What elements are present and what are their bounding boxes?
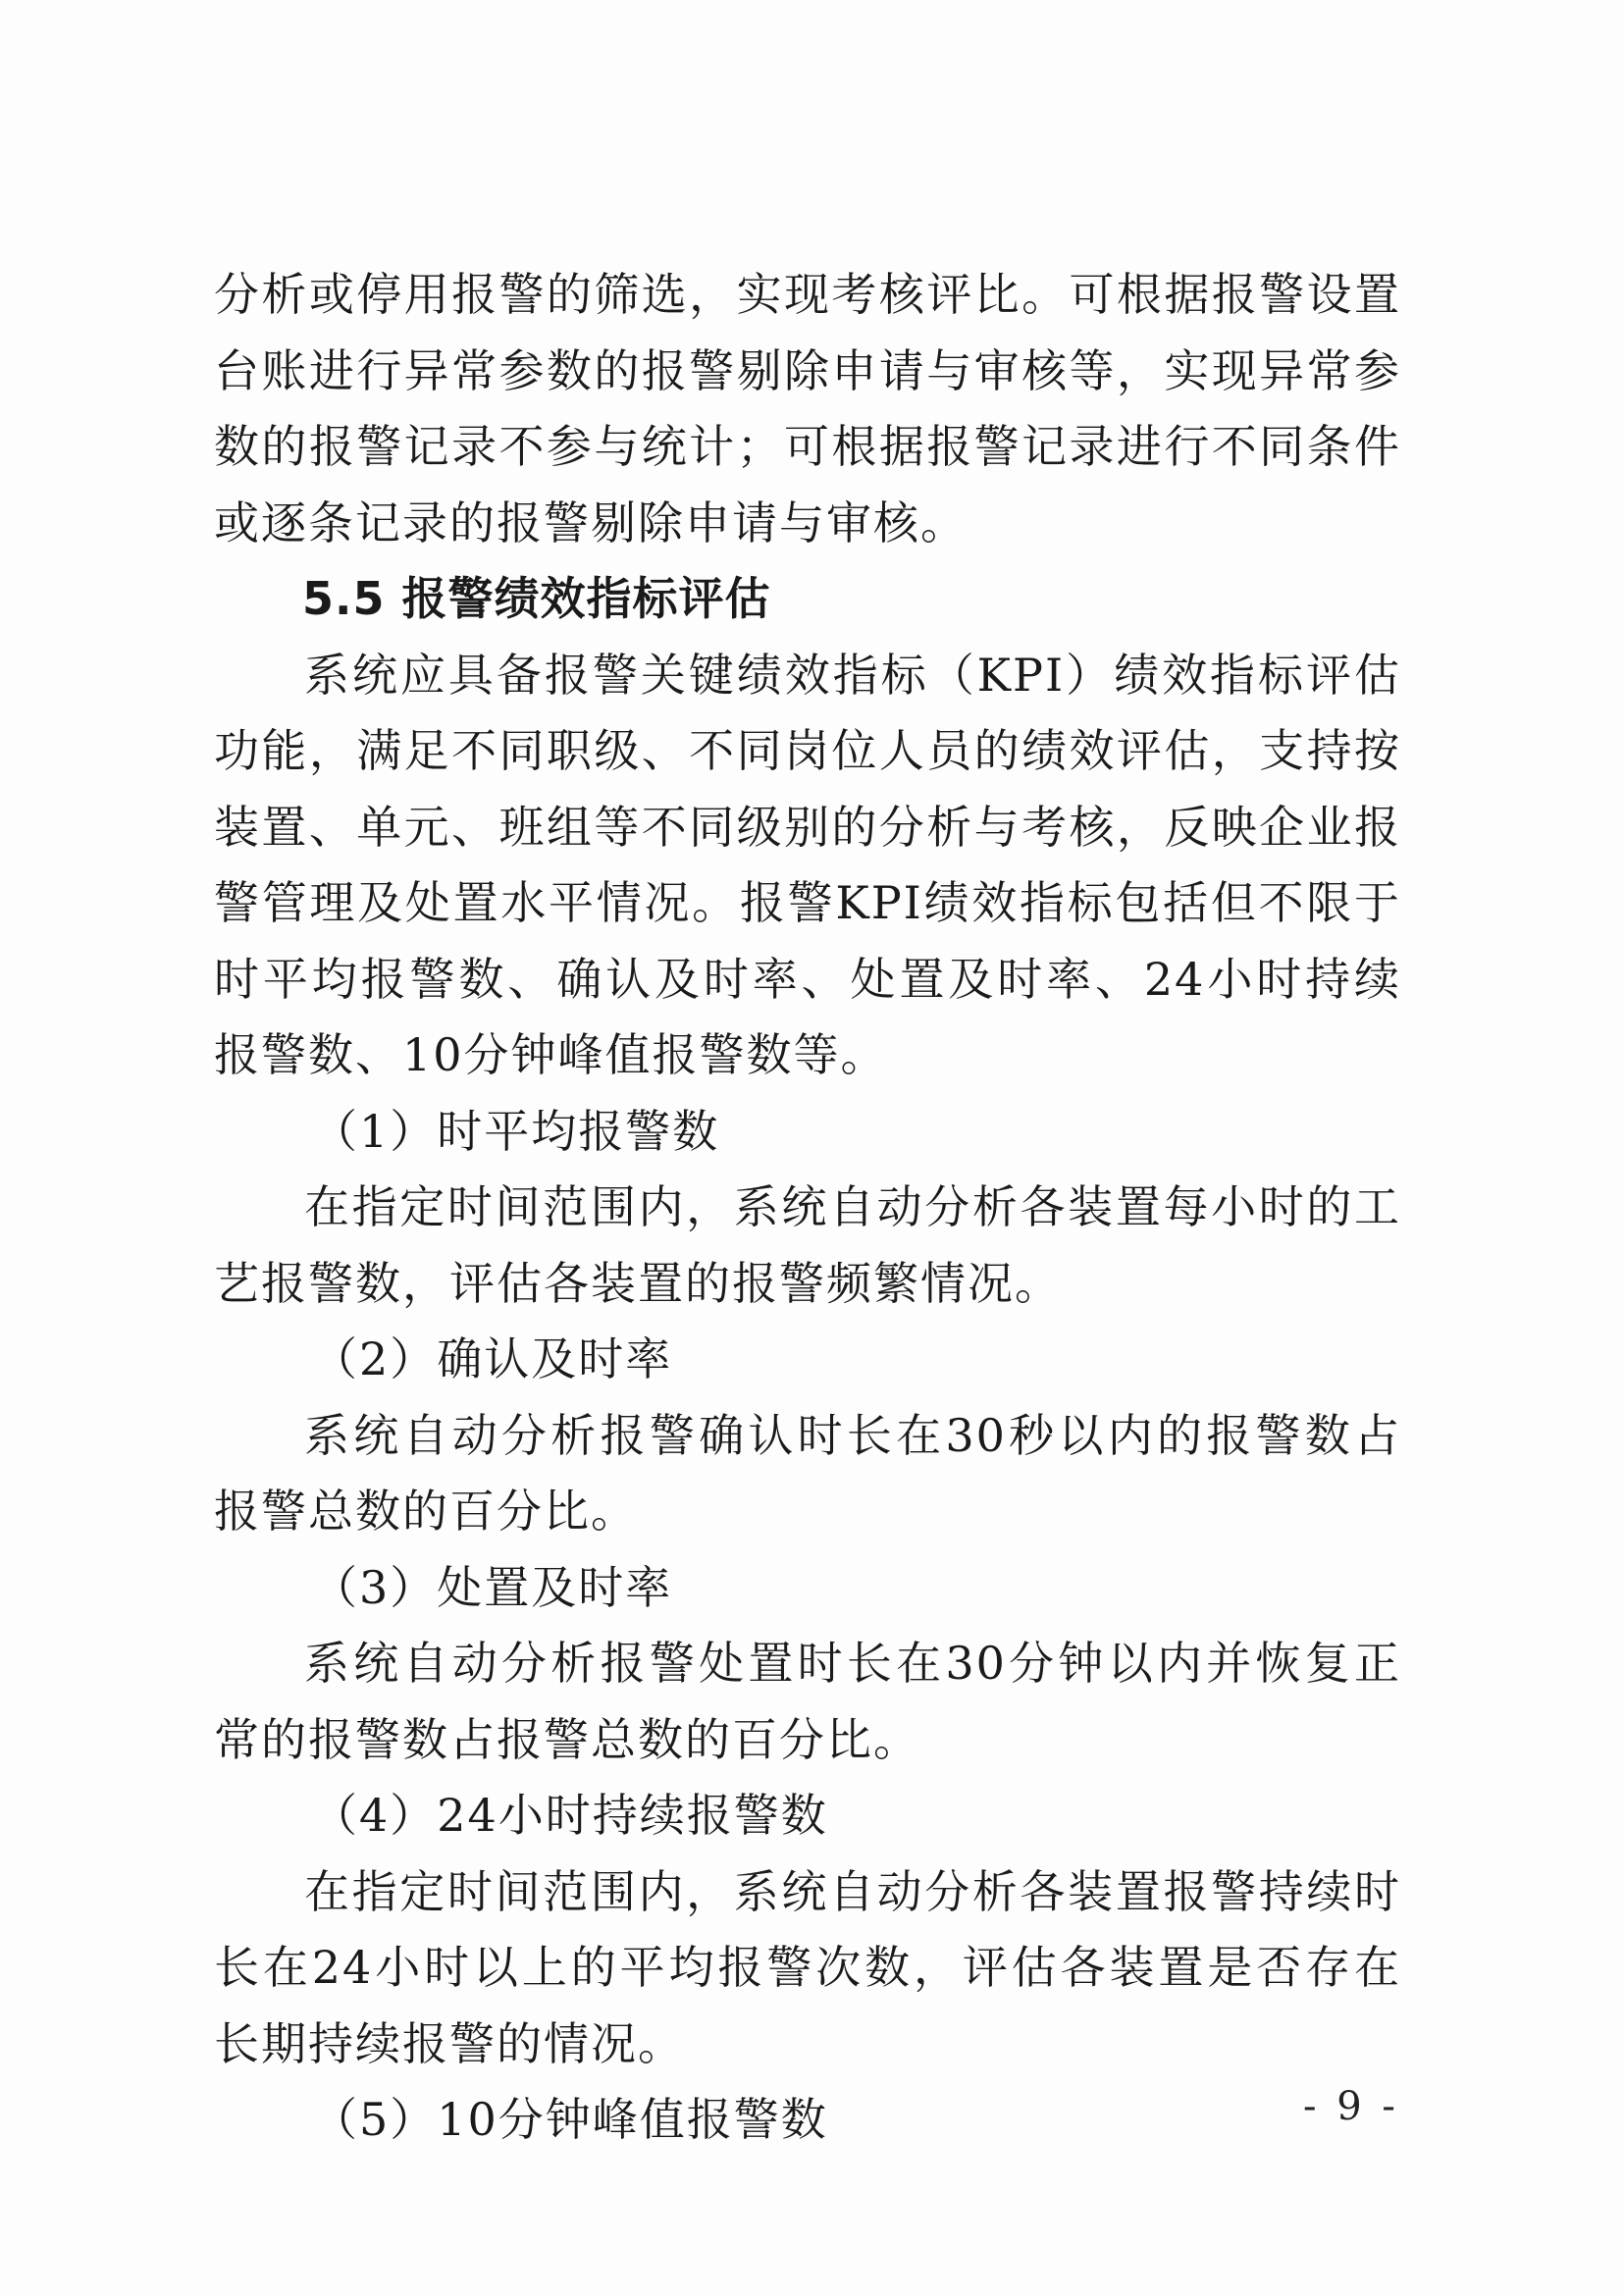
item-5-title: （5）10分钟峰值报警数 <box>312 2093 828 2146</box>
item-3-body: 系统自动分析报警处置时长在30分钟以内并恢复正常的报警数占报警总数的百分比。 <box>214 1637 1401 1766</box>
paragraph-kpi: 系统应具备报警关键绩效指标（KPI）绩效指标评估功能，满足不同职级、不同岗位人员的绩效评估，支持按装置、单元、班组等不同级别的分析与考核，反映企业报警管理及处置水平情况。报警KPI绩效指标包括但不限于时平均报警数、确认及时率、处置及时率、24小时持续报警数、10分钟峰值报警数等。 <box>214 648 1401 1081</box>
item-4-title: （4）24小时持续报警数 <box>312 1789 828 1842</box>
item-2-body: 系统自动分析报警确认时长在30秒以内的报警数占报警总数的百分比。 <box>214 1408 1401 1538</box>
item-3-title: （3）处置及时率 <box>312 1560 673 1614</box>
page-number: - 9 - <box>1303 2084 1399 2129</box>
item-2-title: （2）确认及时率 <box>312 1332 673 1385</box>
paragraph-intro: 分析或停用报警的筛选，实现考核评比。可根据报警设置台账进行异常参数的报警剔除申请与审核等，实现异常参数的报警记录不参与统计；可根据报警记录进行不同条件或逐条记录的报警剔除申请与审核。 <box>214 268 1401 549</box>
item-1-body: 在指定时间范围内，系统自动分析各装置每小时的工艺报警数，评估各装置的报警频繁情况。 <box>214 1180 1401 1310</box>
item-4-body: 在指定时间范围内，系统自动分析各装置报警持续时长在24小时以上的平均报警次数，评估各装置是否存在长期持续报警的情况。 <box>214 1864 1401 2070</box>
page-body <box>214 257 1401 2159</box>
section-heading: 5.5 报警绩效指标评估 <box>302 572 771 625</box>
item-1-title: （1）时平均报警数 <box>312 1104 720 1158</box>
